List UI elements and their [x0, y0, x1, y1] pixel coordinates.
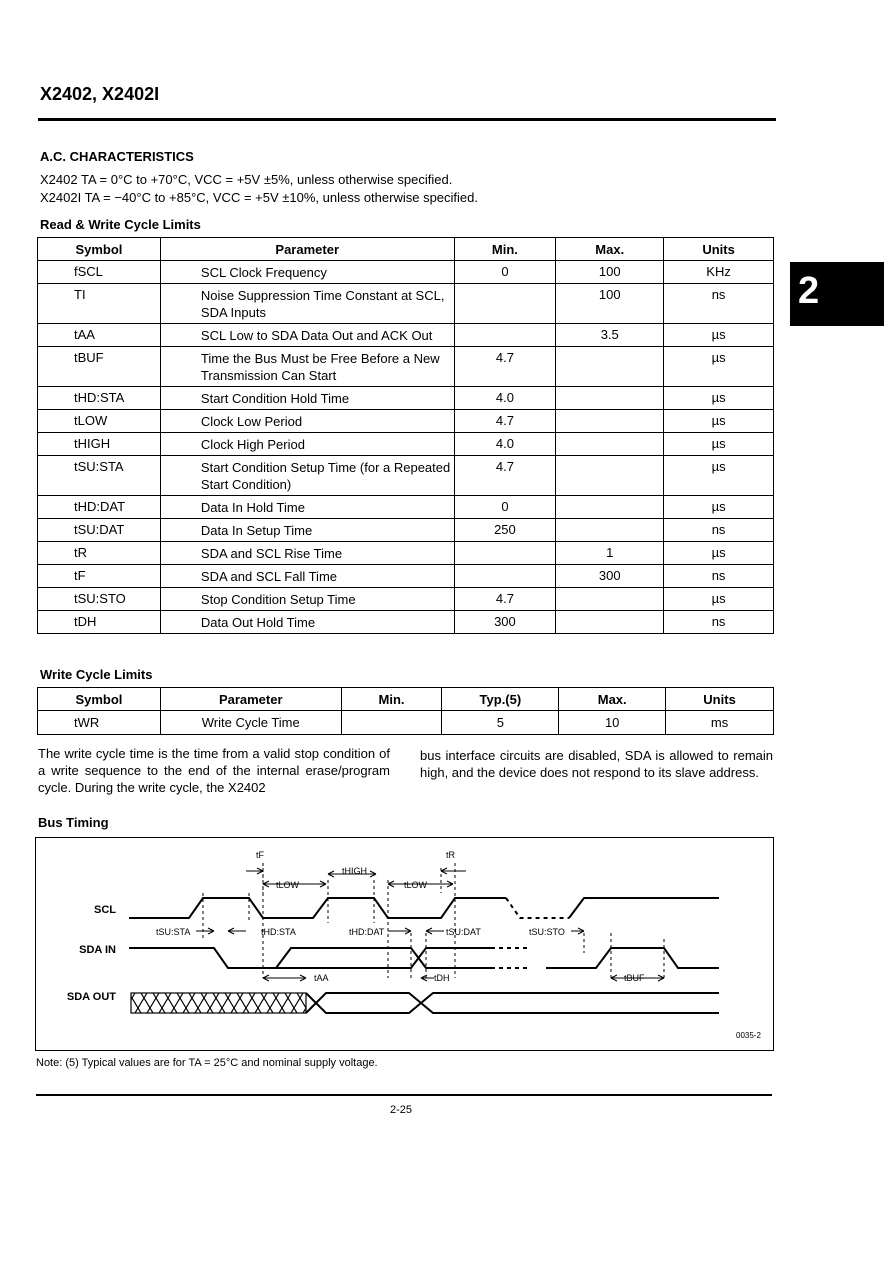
label-tsu-dat: tSU:DAT	[446, 927, 481, 937]
read-write-cycle-table	[37, 237, 774, 634]
signal-label-sda-out: SDA OUT	[66, 991, 116, 1003]
units-cell: ns	[664, 565, 774, 588]
scl-waveform-end	[569, 898, 719, 918]
timing-svg	[36, 838, 773, 1050]
table-row	[38, 456, 774, 496]
symbol-cell: tR	[38, 542, 161, 565]
parameter-cell: Stop Condition Setup Time	[160, 588, 454, 611]
table-header-row	[38, 238, 774, 261]
write-cycle-table	[37, 687, 774, 735]
bus-timing-heading: Bus Timing	[38, 815, 109, 830]
signal-label-sda-in: SDA IN	[79, 944, 116, 956]
section-tab-number: 2	[798, 270, 820, 312]
label-tlow-1: tLOW	[276, 880, 300, 890]
label-tlow-2: tLOW	[404, 880, 428, 890]
table-row	[38, 711, 774, 735]
min-cell	[341, 711, 442, 735]
units-cell: µs	[664, 542, 774, 565]
min-cell	[454, 565, 556, 588]
units-cell: µs	[664, 496, 774, 519]
table-row	[38, 387, 774, 410]
units-cell: ns	[664, 284, 774, 324]
parameter-cell: SCL Clock Frequency	[160, 261, 454, 284]
read-write-table-body	[38, 261, 774, 634]
column-header: Min.	[341, 688, 442, 711]
max-cell	[556, 611, 664, 634]
max-cell	[556, 387, 664, 410]
table-row	[38, 433, 774, 456]
symbol-cell: tDH	[38, 611, 161, 634]
max-cell	[556, 588, 664, 611]
symbol-cell: tHD:DAT	[38, 496, 161, 519]
units-cell: ns	[664, 519, 774, 542]
label-taa: tAA	[314, 973, 329, 983]
scl-waveform	[129, 898, 506, 918]
sda-in-high-trace	[276, 948, 491, 968]
min-cell: 0	[454, 261, 556, 284]
label-tbuf: tBUF	[624, 973, 645, 983]
label-tf: tF	[256, 850, 264, 860]
condition-line-1: X2402 TA = 0°C to +70°C, VCC = +5V ±5%, unless otherwise specified.	[40, 172, 453, 187]
label-thd-sta: tHD:STA	[261, 927, 296, 937]
column-header: Max.	[556, 238, 664, 261]
max-cell: 100	[556, 261, 664, 284]
max-cell: 10	[559, 711, 666, 735]
parameter-cell: Clock High Period	[160, 433, 454, 456]
symbol-cell: tAA	[38, 324, 161, 347]
bus-timing-diagram	[35, 837, 774, 1051]
column-header: Units	[664, 238, 774, 261]
parameter-cell: Write Cycle Time	[160, 711, 341, 735]
sda-out-waveform	[306, 993, 719, 1013]
parameter-cell: Data Out Hold Time	[160, 611, 454, 634]
max-cell	[556, 496, 664, 519]
condition-line-2: X2402I TA = −40°C to +85°C, VCC = +5V ±10%, unless otherwise specified.	[40, 190, 478, 205]
units-cell: µs	[664, 456, 774, 496]
parameter-cell: Start Condition Hold Time	[160, 387, 454, 410]
symbol-cell: tHD:STA	[38, 387, 161, 410]
table-row	[38, 347, 774, 387]
units-cell: KHz	[664, 261, 774, 284]
table-row	[38, 519, 774, 542]
symbol-cell: tSU:STO	[38, 588, 161, 611]
column-header: Max.	[559, 688, 666, 711]
sda-out-hatch	[131, 993, 306, 1013]
section-tab	[790, 262, 884, 326]
units-cell: µs	[664, 433, 774, 456]
min-cell	[454, 542, 556, 565]
typ-cell: 5	[442, 711, 559, 735]
table-row	[38, 324, 774, 347]
label-thd-dat: tHD:DAT	[349, 927, 385, 937]
min-cell: 4.7	[454, 456, 556, 496]
table-row	[38, 611, 774, 634]
units-cell: µs	[664, 347, 774, 387]
table-row	[38, 496, 774, 519]
parameter-cell: Data In Hold Time	[160, 496, 454, 519]
symbol-cell: fSCL	[38, 261, 161, 284]
units-cell: ns	[664, 611, 774, 634]
symbol-cell: tLOW	[38, 410, 161, 433]
min-cell: 4.7	[454, 410, 556, 433]
min-cell: 0	[454, 496, 556, 519]
column-header: Parameter	[160, 688, 341, 711]
title-rule	[38, 118, 776, 121]
units-cell: µs	[664, 324, 774, 347]
max-cell	[556, 347, 664, 387]
sda-in-dashed	[491, 948, 531, 968]
footnote: Note: (5) Typical values are for TA = 25°C and nominal supply voltage.	[36, 1057, 378, 1069]
units-cell: µs	[664, 410, 774, 433]
column-header: Symbol	[38, 688, 161, 711]
symbol-cell: TI	[38, 284, 161, 324]
sda-in-end	[546, 948, 719, 968]
parameter-cell: SDA and SCL Fall Time	[160, 565, 454, 588]
max-cell: 300	[556, 565, 664, 588]
column-header: Parameter	[160, 238, 454, 261]
max-cell	[556, 456, 664, 496]
table-row	[38, 410, 774, 433]
min-cell: 4.7	[454, 588, 556, 611]
paragraph-right: bus interface circuits are disabled, SDA is allowed to remain high, and the device does not respond to its slave address.	[420, 748, 773, 780]
table-row	[38, 565, 774, 588]
table-row	[38, 284, 774, 324]
parameter-cell: Clock Low Period	[160, 410, 454, 433]
table-row	[38, 588, 774, 611]
symbol-cell: tSU:DAT	[38, 519, 161, 542]
min-cell: 4.0	[454, 387, 556, 410]
paragraph-left: The write cycle time is the time from a valid stop condition of a write sequence to the end of the internal erase/program cycle. During the write cycle, the X2402	[38, 746, 390, 795]
timing-arrows	[196, 868, 664, 981]
write-cycle-heading: Write Cycle Limits	[40, 667, 153, 682]
parameter-cell: SCL Low to SDA Data Out and ACK Out	[160, 324, 454, 347]
timing-guides	[203, 863, 664, 978]
sda-in-low-trace	[129, 948, 491, 968]
page-number: 2-25	[390, 1104, 413, 1116]
symbol-cell: tF	[38, 565, 161, 588]
column-header: Min.	[454, 238, 556, 261]
table-row	[38, 261, 774, 284]
units-cell: ms	[666, 711, 774, 735]
table-row	[38, 542, 774, 565]
label-thigh: tHIGH	[342, 866, 368, 876]
parameter-cell: SDA and SCL Rise Time	[160, 542, 454, 565]
max-cell	[556, 410, 664, 433]
min-cell	[454, 324, 556, 347]
label-tr: tR	[446, 850, 455, 860]
read-write-heading: Read & Write Cycle Limits	[40, 217, 201, 232]
parameter-cell: Noise Suppression Time Constant at SCL, SDA Inputs	[160, 284, 454, 324]
symbol-cell: tSU:STA	[38, 456, 161, 496]
units-cell: µs	[664, 588, 774, 611]
label-tsu-sta: tSU:STA	[156, 927, 191, 937]
min-cell: 250	[454, 519, 556, 542]
column-header: Typ.(5)	[442, 688, 559, 711]
max-cell: 3.5	[556, 324, 664, 347]
min-cell: 300	[454, 611, 556, 634]
parameter-cell: Start Condition Setup Time (for a Repeated Start Condition)	[160, 456, 454, 496]
document-title: X2402, X2402I	[40, 84, 160, 104]
scl-waveform-dashed	[506, 898, 569, 918]
signal-label-scl: SCL	[94, 904, 116, 916]
min-cell: 4.7	[454, 347, 556, 387]
symbol-cell: tWR	[38, 711, 161, 735]
bottom-rule	[36, 1094, 772, 1096]
label-tsu-sto: tSU:STO	[529, 927, 565, 937]
symbol-cell: tHIGH	[38, 433, 161, 456]
section-title: A.C. CHARACTERISTICS	[40, 149, 194, 164]
min-cell	[454, 284, 556, 324]
max-cell	[556, 519, 664, 542]
max-cell	[556, 433, 664, 456]
symbol-cell: tBUF	[38, 347, 161, 387]
label-tdh: tDH	[434, 973, 450, 983]
max-cell: 100	[556, 284, 664, 324]
column-header: Units	[666, 688, 774, 711]
parameter-cell: Time the Bus Must be Free Before a New Transmission Can Start	[160, 347, 454, 387]
parameter-cell: Data In Setup Time	[160, 519, 454, 542]
units-cell: µs	[664, 387, 774, 410]
min-cell: 4.0	[454, 433, 556, 456]
figure-id: 0035-2	[736, 1031, 761, 1040]
max-cell: 1	[556, 542, 664, 565]
table-header-row	[38, 688, 774, 711]
timing-labels	[156, 850, 645, 983]
column-header: Symbol	[38, 238, 161, 261]
